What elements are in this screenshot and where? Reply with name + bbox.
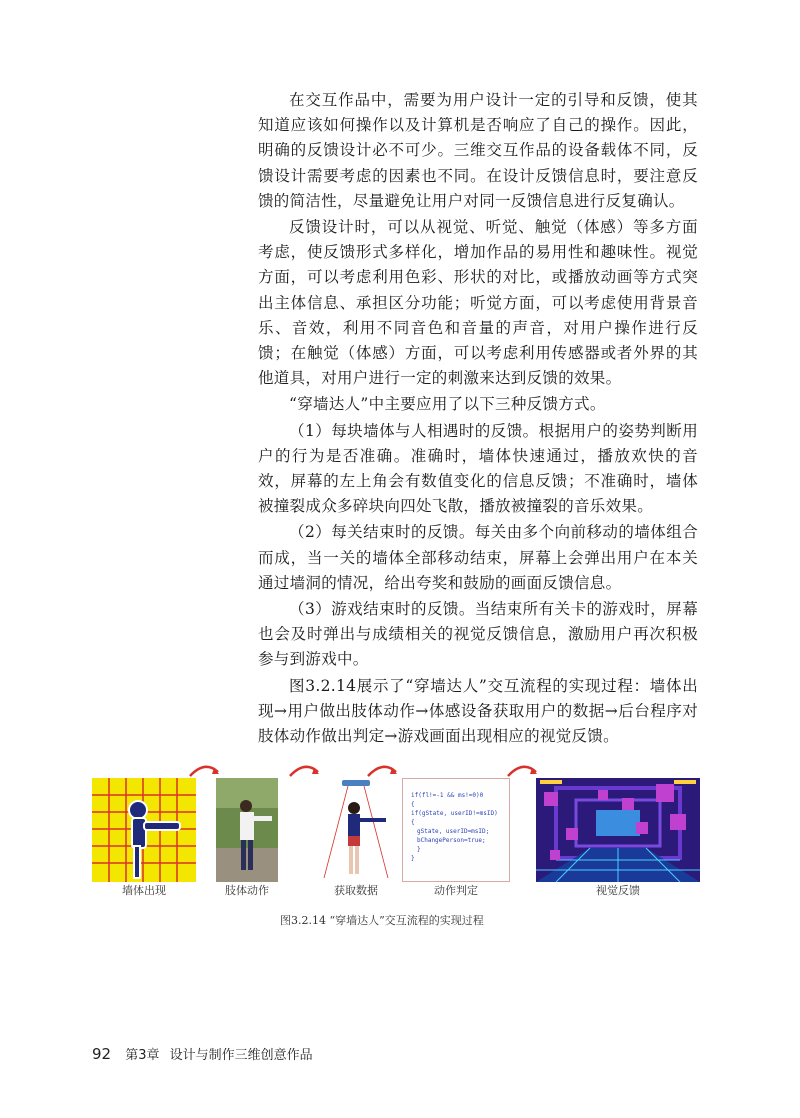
wall-image <box>92 778 196 882</box>
panel-caption: 动作判定 <box>434 884 478 897</box>
code-line: gState, userID=msID; <box>417 828 490 835</box>
panel-caption: 墙体出现 <box>122 884 166 897</box>
code-line: if(gState, userID!=msID) <box>411 810 498 817</box>
paragraph: 图3.2.14展示了“穿墙达人”交互流程的实现过程：墙体出现→用户做出肢体动作→体感设备获取用户的数据→后台程序对肢体动作做出判定→游戏画面出现相应的视觉反馈。 <box>258 676 698 746</box>
paragraph: 反馈设计时，可以从视觉、听觉、触觉（体感）等多方面考虑，使反馈形式多样化，增加作品的易用性和趣味性。视觉方面，可以考虑利用色彩、形状的对比，或播放动画等方式突出主体信息、承担区分功能；听觉方面，可以考虑使用背景音乐、音效，利用不同音色和音量的声音，对用户操作进行反馈；在触觉（体感）方面，可以考虑利用传感器或者外界的其他道具，对用户进行一定的刺激来达到反馈的效果。 <box>258 218 698 388</box>
body-motion-photo <box>216 778 278 882</box>
arrow-icon <box>288 762 322 782</box>
panel-code <box>402 778 510 897</box>
paragraph: “穿墙达人”中主要应用了以下三种反馈方式。 <box>289 395 606 414</box>
page-footer <box>92 1044 313 1063</box>
flow-figure <box>92 778 704 910</box>
figure-caption: 图3.2.14 “穿墙达人”交互流程的实现过程 <box>280 914 484 927</box>
panel-caption: 肢体动作 <box>225 884 269 897</box>
panel-caption: 获取数据 <box>334 884 378 897</box>
chapter-label: 第3章 <box>125 1048 160 1063</box>
paragraph: 在交互作品中，需要为用户设计一定的引导和反馈，使其知道应该如何操作以及计算机是否响应了自己的操作。因此，明确的反馈设计必不可少。三维交互作品的设备载体不同，反馈设计需要考虑的因素也不同。在设计反馈信息时，要注意反馈的简洁性，尽量避免让用户对同一反馈信息进行反复确认。 <box>258 91 698 210</box>
game-screenshot <box>536 778 700 882</box>
panel-game <box>536 778 700 897</box>
arrow-icon <box>506 762 540 782</box>
code-snippet <box>402 778 510 882</box>
code-line: { <box>411 819 415 826</box>
code-line: bChangePerson=true; <box>417 837 486 844</box>
code-line: } <box>411 855 415 862</box>
arrow-icon <box>366 762 400 782</box>
sensor-image <box>318 778 394 882</box>
code-line: { <box>411 801 415 808</box>
panel-caption: 视觉反馈 <box>596 884 640 897</box>
body-text <box>258 88 698 750</box>
panel-wall <box>92 778 196 897</box>
paragraph: （2）每关结束时的反馈。每关由多个向前移动的墙体组合而成，当一关的墙体全部移动结束，屏幕上会弹出用户在本关通过墙洞的情况，给出夸奖和鼓励的画面反馈信息。 <box>258 523 698 592</box>
code-line: } <box>417 846 421 853</box>
chapter-title: 设计与制作三维创意作品 <box>169 1048 313 1063</box>
paragraph: （3）游戏结束时的反馈。当结束所有关卡的游戏时，屏幕也会及时弹出与成绩相关的视觉反馈信息，激励用户再次积极参与到游戏中。 <box>258 600 698 669</box>
code-line: if(fl!=-1 && ms!=0)0 <box>411 792 484 799</box>
panel-sensor <box>318 778 394 897</box>
panel-body-motion <box>216 778 278 897</box>
paragraph: （1）每块墙体与人相遇时的反馈。根据用户的姿势判断用户的行为是否准确。准确时，墙体快速通过，播放欢快的音效，屏幕的左上角会有数值变化的信息反馈；不准确时，墙体被撞裂成众多碎块向四处飞散，播放被撞裂的音乐效果。 <box>258 421 698 516</box>
page-number: 92 <box>92 1045 112 1063</box>
